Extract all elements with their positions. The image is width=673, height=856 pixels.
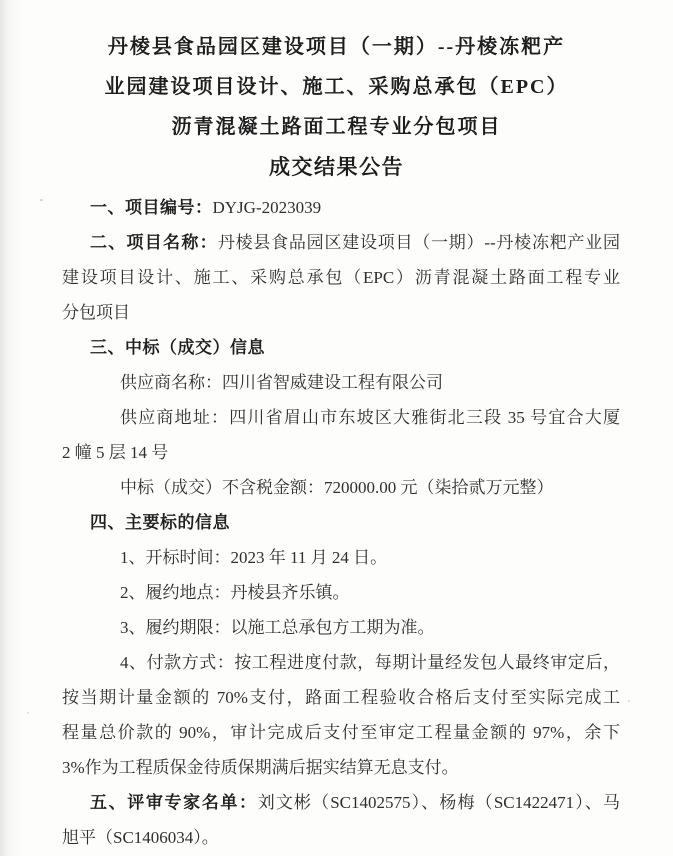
payment-terms-line-3: 程量总价款的 90%，审计完成后支付至审定工程量金额的 97%，余下 — [62, 723, 620, 742]
project-name-line — [90, 225, 620, 260]
payment-terms-line-4: 3%作为工程质保金待质保期满后据实结算无息支付。 — [62, 758, 459, 777]
document-title — [0, 0, 673, 187]
subject-info-heading — [90, 505, 620, 540]
document-title-line-2: 业园建设项目设计、施工、采购总承包（EPC） — [104, 76, 569, 98]
supplier-name-line: 供应商名称：四川省智威建设工程有限公司 — [120, 373, 443, 392]
project-name-value: 丹棱县食品园区建设项目（一期）--丹棱冻粑产业园 — [217, 233, 621, 252]
award-info-heading-label: 三、中标（成交）信息 — [90, 338, 265, 357]
expert-list-continuation: 旭平（SC1406034）。 — [62, 828, 219, 847]
document-body — [0, 187, 673, 855]
expert-list-value: 刘文彬（SC1402575）、杨梅（SC1422471）、马 — [257, 793, 621, 812]
project-name-continuation-1: 建设项目设计、施工、采购总承包（EPC）沥青混凝土路面工程专业 — [62, 268, 620, 287]
document-title-line-1: 丹棱县食品园区建设项目（一期）--丹棱冻粑产 — [107, 36, 566, 58]
bid-opening-time-line: 1、开标时间：2023 年 11 月 24 日。 — [120, 548, 388, 567]
supplier-address-line: 供应商地址：四川省眉山市东坡区大雅街北三段 35 号宜合大厦 — [120, 408, 620, 427]
project-number-label: 一、项目编号： — [90, 198, 213, 217]
project-name-label: 二、项目名称： — [90, 233, 218, 252]
award-info-heading — [90, 330, 620, 365]
performance-period-line: 3、履约期限：以施工总承包方工期为准。 — [120, 618, 435, 637]
subject-info-heading-label: 四、主要标的信息 — [90, 513, 230, 532]
project-name-continuation-2: 分包项目 — [62, 303, 130, 322]
project-number-line — [90, 190, 620, 225]
scan-speck — [27, 712, 29, 714]
project-number-value: DYJG-2023039 — [212, 198, 322, 217]
expert-list-label: 五、评审专家名单： — [90, 793, 258, 812]
scan-speck — [628, 700, 630, 702]
award-amount-line: 中标（成交）不含税金额：720000.00 元（柒拾贰万元整） — [120, 478, 554, 497]
document-subtitle: 成交结果公告 — [269, 155, 404, 179]
supplier-address-continuation: 2 幢 5 层 14 号 — [62, 443, 169, 462]
expert-list-line — [90, 785, 620, 820]
performance-location-line: 2、履约地点：丹棱县齐乐镇。 — [120, 583, 350, 602]
document-title-line-3: 沥青混凝土路面工程专业分包项目 — [171, 116, 502, 138]
scan-speck — [40, 199, 43, 201]
payment-terms-line-2: 按当期计量金额的 70%支付，路面工程验收合格后支付至实际完成工 — [62, 688, 620, 707]
payment-terms-line-1: 4、付款方式：按工程进度付款，每期计量经发包人最终审定后， — [120, 653, 620, 672]
